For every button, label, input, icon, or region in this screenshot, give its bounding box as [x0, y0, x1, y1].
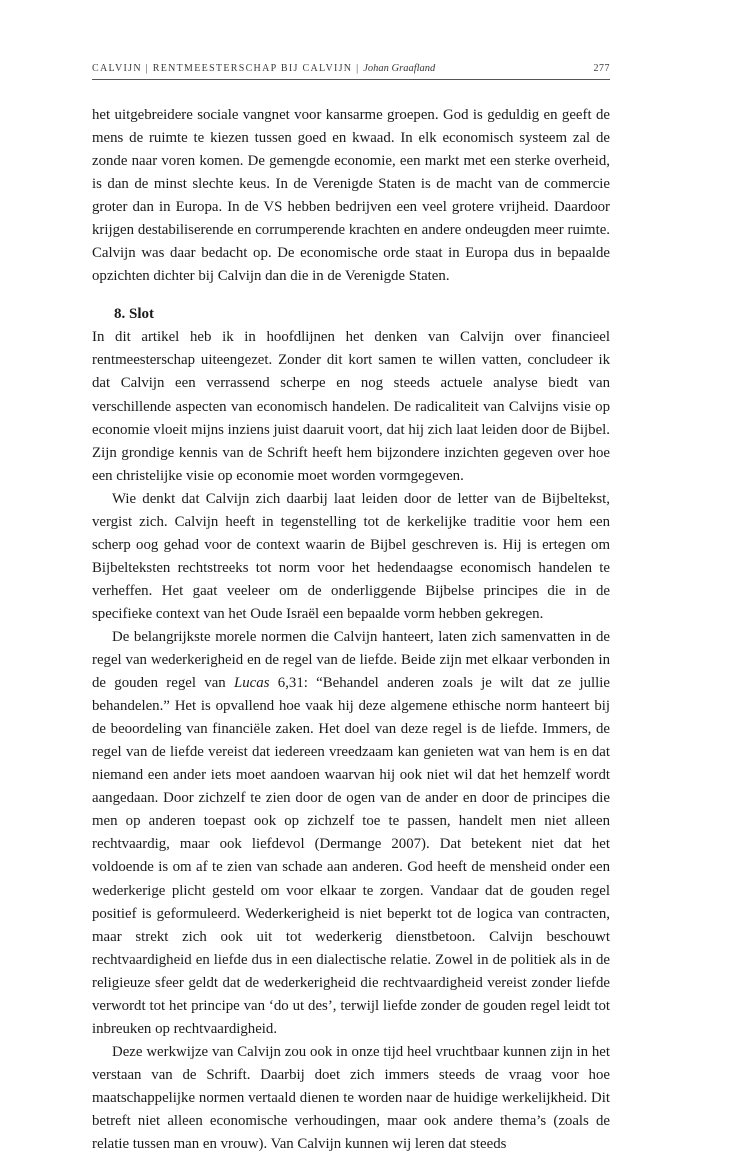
- header-title: [92, 63, 435, 74]
- header-divider: [92, 79, 610, 80]
- section-heading: 8. Slot: [114, 306, 155, 323]
- paragraph-4-part-2: 6,31: “Behandel anderen zoals je wilt dat ze jullie behandelen.” Het is opvallend hoe vaak hij deze algemene ethische norm hanteert bij de beoordeling van financiële zaken. Het doel van deze regel is de liefde. Immers, de regel van de liefde vereist dat iedereen vreedzaam kan genieten wat van hem is en dat niemand een ander iets moet aandoen waarvan hij ook niet wil dat het hemzelf wordt aangedaan. Door zichzelf te zien door de ogen van de ander en door de principes die men op anderen toepast ook op zichzelf toe te passen, handelt men niet alleen rechtvaardig, maar ook liefdevol (Dermange 2007). Dat betekent niet dat het voldoende is om af te zien van schade aan anderen. God heeft de mensheid onder een wederkerige plicht gesteld om voor elkaar te zorgen. Vandaar dat de gouden regel positief is geformuleerd. Wederkerigheid is niet beperkt tot de logica van contracten, maar strekt zich ook uit tot wederkerig dienstbetoon. Calvijn beschouwt rechtvaardigheid en liefde dus in een dialectische relatie. Zowel in de politiek als in de religieuze sfeer geldt dat de wederkerigheid die rechtvaardigheid vereist zonder liefde verwordt tot het principe van ‘do ut des’, terwijl liefde zonder de gouden regel leidt tot inbreuken op rechtvaardigheid.: [92, 675, 610, 1037]
- page-number: 277: [593, 63, 610, 74]
- paragraph-3: Wie denkt dat Calvijn zich daarbij laat leiden door de letter van de Bijbeltekst, vergist zich. Calvijn heeft in tegenstelling tot de kerkelijke traditie voor hem een scherp oog gehad voor de context waarin de Bijbel geschreven is. Hij is ertegen om Bijbelteksten rechtstreeks tot norm voor het hedendaagse economisch handelen te verheffen. Het gaat veeleer om de onderliggende Bijbelse principes die in de specifieke context van het Oude Israël een bepaalde vorm hebben gekregen.: [92, 490, 610, 622]
- paragraph-4-part-1: De belangrijkste morele normen die Calvijn hanteert, laten zich samenvatten in de regel van wederkerigheid en de regel van de liefde. Beide zijn met elkaar verbonden in de gouden regel van: [92, 628, 610, 692]
- body-text: [92, 104, 610, 1156]
- header-author: Johan Graafland: [363, 63, 436, 74]
- running-header: [92, 58, 610, 78]
- paragraph-5: Deze werkwijze van Calvijn zou ook in onze tijd heel vruchtbaar kunnen zijn in het verstaan van de Schrift. Daarbij doet zich immers steeds de vraag voor hoe maatschappelijke normen vertaald dienen te worden naar de huidige werkelijkheid. Dit betreft niet alleen economische verhoudingen, maar ook andere thema’s (zoals de relatie tussen man en vrouw). Van Calvijn kunnen wij leren dat steeds: [92, 1043, 610, 1153]
- paragraph-4: [92, 626, 610, 1041]
- paragraph-1: het uitgebreidere sociale vangnet voor kansarme groepen. God is geduldig en geeft de mens de ruimte te kiezen tussen goed en kwaad. In elk economisch systeem zal de zonde naar voren komen. De gemengde economie, een markt met een sterke overheid, is dan de minst slechte keus. In de Verenigde Staten is de macht van de commercie groter dan in Europa. In de VS hebben bedrijven een veel grotere vrijheid. Daardoor krijgen destabiliserende en corrumperende krachten en andere ondeugden meer ruimte. Calvijn was daar bedacht op. De economische orde staat in Europa dus in bepaalde opzichten dichter bij Calvijn dan die in de Verenigde Staten.: [92, 107, 610, 285]
- bible-reference: Lucas: [234, 675, 270, 692]
- paragraph-2: In dit artikel heb ik in hoofdlijnen het denken van Calvijn over financieel rentmeesterschap uiteengezet. Zonder dit kort samen te willen vatten, concludeer ik dat Calvijn een verrassend scherpe en nog steeds actuele analyse biedt van verschillende aspecten van economisch handelen. De radicaliteit van Calvijns visie op economie vloeit mijns inziens juist daaruit voort, dat hij zich laat leiden door de Bijbel. Zijn grondige kennis van de Schrift heeft hem bijzondere inzichten gegeven over hoe een christelijke visie op economie moet worden vormgegeven.: [92, 329, 610, 484]
- header-title-text: CALVIJN | RENTMEESTERSCHAP BIJ CALVIJN |: [92, 63, 360, 74]
